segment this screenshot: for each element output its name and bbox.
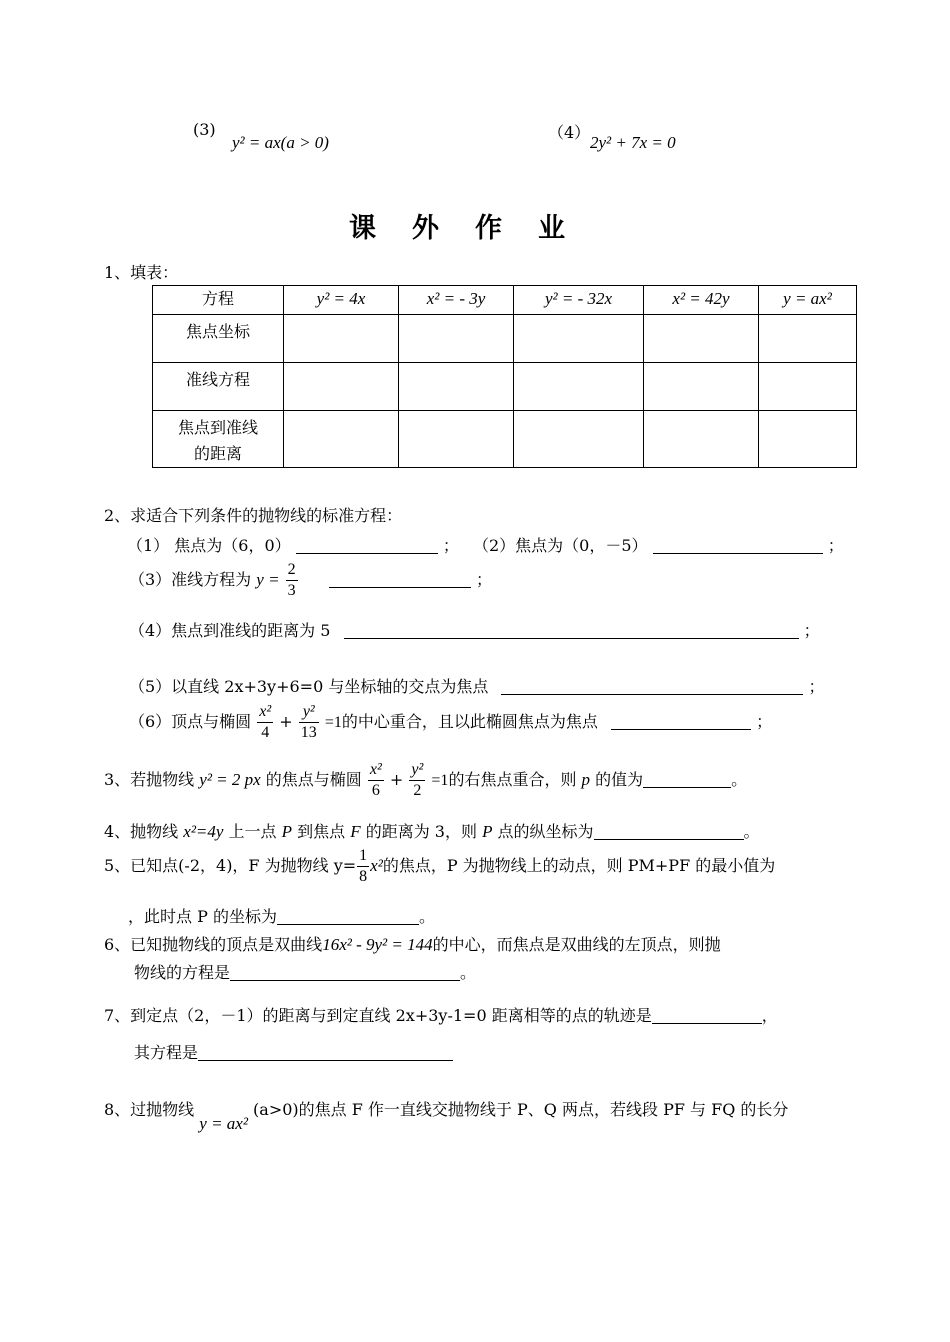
q2-part-2 (473, 533, 844, 556)
q6-text-a: 6、已知抛物线的顶点是双曲线 (104, 935, 323, 954)
q6-eq: 16x² - 9y² = 144 (322, 935, 433, 954)
q3-text-d: 的值为 (595, 770, 644, 789)
q2-part-4 (129, 618, 820, 641)
table-row-label: 焦点坐标 (153, 315, 284, 363)
table-cell[interactable] (284, 315, 399, 363)
q6-text-c: 物线的方程是 (134, 963, 231, 982)
q2-p3-fraction (286, 560, 298, 601)
fill-table (152, 285, 857, 468)
q3-fraction-x (368, 760, 384, 801)
table-cell[interactable] (399, 315, 514, 363)
q2-p4-end: ； (803, 621, 820, 640)
table-row-label (153, 411, 284, 468)
row-label-line: 焦点到准线 (177, 418, 258, 437)
q2-p6-text-b: 的中心重合，且以此椭圆焦点为焦点 (341, 712, 598, 731)
q4-text-e: 点的纵坐标为 (492, 822, 594, 841)
table-cell[interactable] (284, 411, 399, 468)
q4-text-d: 的距离为 3，则 (360, 822, 483, 841)
q6-end: 。 (460, 963, 477, 982)
table-header-cell: y² = 4x (284, 286, 399, 315)
item-4-equation: 2y² + 7x = 0 (590, 133, 676, 152)
q3-end: 。 (731, 770, 748, 789)
answer-blank[interactable] (594, 823, 744, 840)
table-cell[interactable] (399, 411, 514, 468)
q5-end: 。 (418, 907, 435, 926)
table-cell[interactable] (759, 315, 857, 363)
answer-blank[interactable] (653, 537, 823, 554)
table-cell[interactable] (514, 315, 644, 363)
table-header-cell: 方程 (153, 286, 284, 315)
q8-line (104, 1097, 789, 1133)
q7-line-2 (134, 1040, 453, 1063)
q1-label: 1、填表： (104, 263, 179, 282)
answer-blank[interactable] (344, 622, 799, 639)
table-cell[interactable] (514, 363, 644, 411)
q8-text-a: 8、过抛物线 (104, 1100, 195, 1119)
q2-part-5 (129, 674, 825, 697)
fraction-denominator: 8 (359, 868, 368, 885)
q2-label: 2、求适合下列条件的抛物线的标准方程： (104, 506, 403, 525)
equals-one: =1 (324, 714, 342, 731)
q8-eq: y = ax² (199, 1114, 248, 1133)
q3-line (104, 760, 747, 801)
table-header-cell: x² = 42y (644, 286, 759, 315)
q3-parabola-eq: y² = 2 px (199, 770, 261, 789)
fraction-numerator: 1 (357, 846, 369, 867)
q5-line-1 (104, 846, 775, 887)
item-4-number: （4） (548, 123, 591, 142)
fraction-denominator: 6 (371, 782, 380, 799)
answer-blank[interactable] (277, 908, 419, 925)
q2-p1-text: （1） 焦点为（6，0） (127, 536, 291, 555)
ellipse-fraction-y (299, 702, 319, 743)
q4-line (104, 819, 760, 842)
q5-fraction (357, 846, 369, 887)
fraction-numerator: y² (299, 702, 319, 723)
table-header-cell: y = ax² (759, 286, 857, 315)
fraction-denominator: 13 (300, 724, 317, 741)
answer-blank[interactable] (296, 537, 438, 554)
fraction-numerator: y² (409, 760, 425, 781)
answer-blank[interactable] (611, 713, 751, 730)
equals-one: =1 (431, 772, 449, 789)
q6-line-1 (104, 932, 721, 955)
fraction-numerator: x² (257, 702, 273, 723)
q3-p-var: p (581, 770, 591, 789)
q3-text-c: 的右焦点重合，则 (448, 770, 577, 789)
q2-p3-var: y = (256, 570, 280, 589)
table-cell[interactable] (399, 363, 514, 411)
q7-line-1 (104, 1003, 778, 1026)
q4-F: F (350, 822, 361, 841)
q5-text-c: ，此时点 P 的坐标为 (128, 907, 277, 926)
q4-eq: x²=4y (183, 822, 224, 841)
q8-text-b: (a>0)的焦点 F 作一直线交抛物线于 P、Q 两点，若线段 PF 与 FQ 的长分 (253, 1100, 789, 1119)
q7-text-b: 其方程是 (134, 1043, 199, 1062)
q4-end: 。 (743, 822, 760, 841)
q2-part-1 (127, 533, 459, 556)
table-header-cell: x² = - 3y (399, 286, 514, 315)
q7-a-end: ， (761, 1006, 778, 1025)
answer-blank[interactable] (652, 1007, 762, 1024)
q7-text-a: 7、到定点（2，－1）的距离与到定直线 2x+3y-1=0 距离相等的点的轨迹是 (104, 1006, 652, 1025)
table-cell[interactable] (514, 411, 644, 468)
q2-part-6 (129, 702, 772, 743)
q6-text-b: 的中心，而焦点是双曲线的左顶点，则抛 (432, 935, 721, 954)
answer-blank[interactable] (329, 571, 471, 588)
fraction-numerator: 2 (286, 560, 298, 581)
answer-blank[interactable] (230, 964, 460, 981)
q2-p5-end: ； (808, 677, 825, 696)
fraction-denominator: 4 (261, 724, 270, 741)
q3-text-b: 的焦点与椭圆 (265, 770, 362, 789)
q4-P: P (281, 822, 293, 841)
plus-sign: + (389, 770, 404, 789)
table-row-label: 准线方程 (153, 363, 284, 411)
table-cell[interactable] (644, 363, 759, 411)
plus-sign: + (279, 712, 293, 731)
q2-p3-text: （3）准线方程为 (129, 570, 252, 589)
q2-part-3 (129, 560, 492, 601)
q2-p6-text-a: （6）顶点与椭圆 (129, 712, 252, 731)
fraction-denominator: 3 (287, 582, 296, 599)
answer-blank[interactable] (643, 771, 731, 788)
q4-text-c: 到焦点 (292, 822, 351, 841)
q4-text-b: 上一点 (223, 822, 282, 841)
q2-p2-end: ； (827, 536, 844, 555)
q5-text-b: 的焦点，P 为抛物线上的动点，则 PM+PF 的最小值为 (382, 856, 776, 875)
q4-text-a: 4、抛物线 (104, 822, 184, 841)
ellipse-fraction-x (257, 702, 273, 743)
q2-p4-text: （4）焦点到准线的距离为 5 (129, 621, 331, 640)
fraction-denominator: 2 (413, 782, 422, 799)
q6-line-2 (134, 960, 476, 983)
q2-p1-end: ； (442, 536, 459, 555)
table-cell[interactable] (644, 411, 759, 468)
q3-fraction-y (409, 760, 425, 801)
fraction-numerator: x² (368, 760, 384, 781)
q2-p6-end: ； (756, 712, 773, 731)
answer-blank[interactable] (198, 1044, 453, 1061)
table-cell[interactable] (284, 363, 399, 411)
section-title: 课外作业 (349, 213, 601, 244)
q5-line-2 (128, 904, 435, 927)
q3-text-a: 3、若抛物线 (104, 770, 195, 789)
q5-text-a: 5、已知点(-2，4)，F 为抛物线 y= (104, 856, 357, 875)
item-3-equation: y² = ax(a > 0) (232, 133, 329, 152)
q4-P2: P (482, 822, 493, 841)
table-header-cell: y² = - 32x (514, 286, 644, 315)
item-3-number: (3) (193, 120, 216, 139)
q2-p5-text: （5）以直线 2x+3y+6=0 与坐标轴的交点为焦点 (129, 677, 489, 696)
table-cell[interactable] (759, 363, 857, 411)
table-cell[interactable] (644, 315, 759, 363)
q5-x2: x² (370, 856, 383, 875)
row-label-line: 的距离 (193, 444, 242, 463)
q2-p3-end: ； (475, 570, 492, 589)
table-cell[interactable] (759, 411, 857, 468)
answer-blank[interactable] (501, 678, 803, 695)
q2-p2-text: （2）焦点为（0，－5） (473, 536, 648, 555)
